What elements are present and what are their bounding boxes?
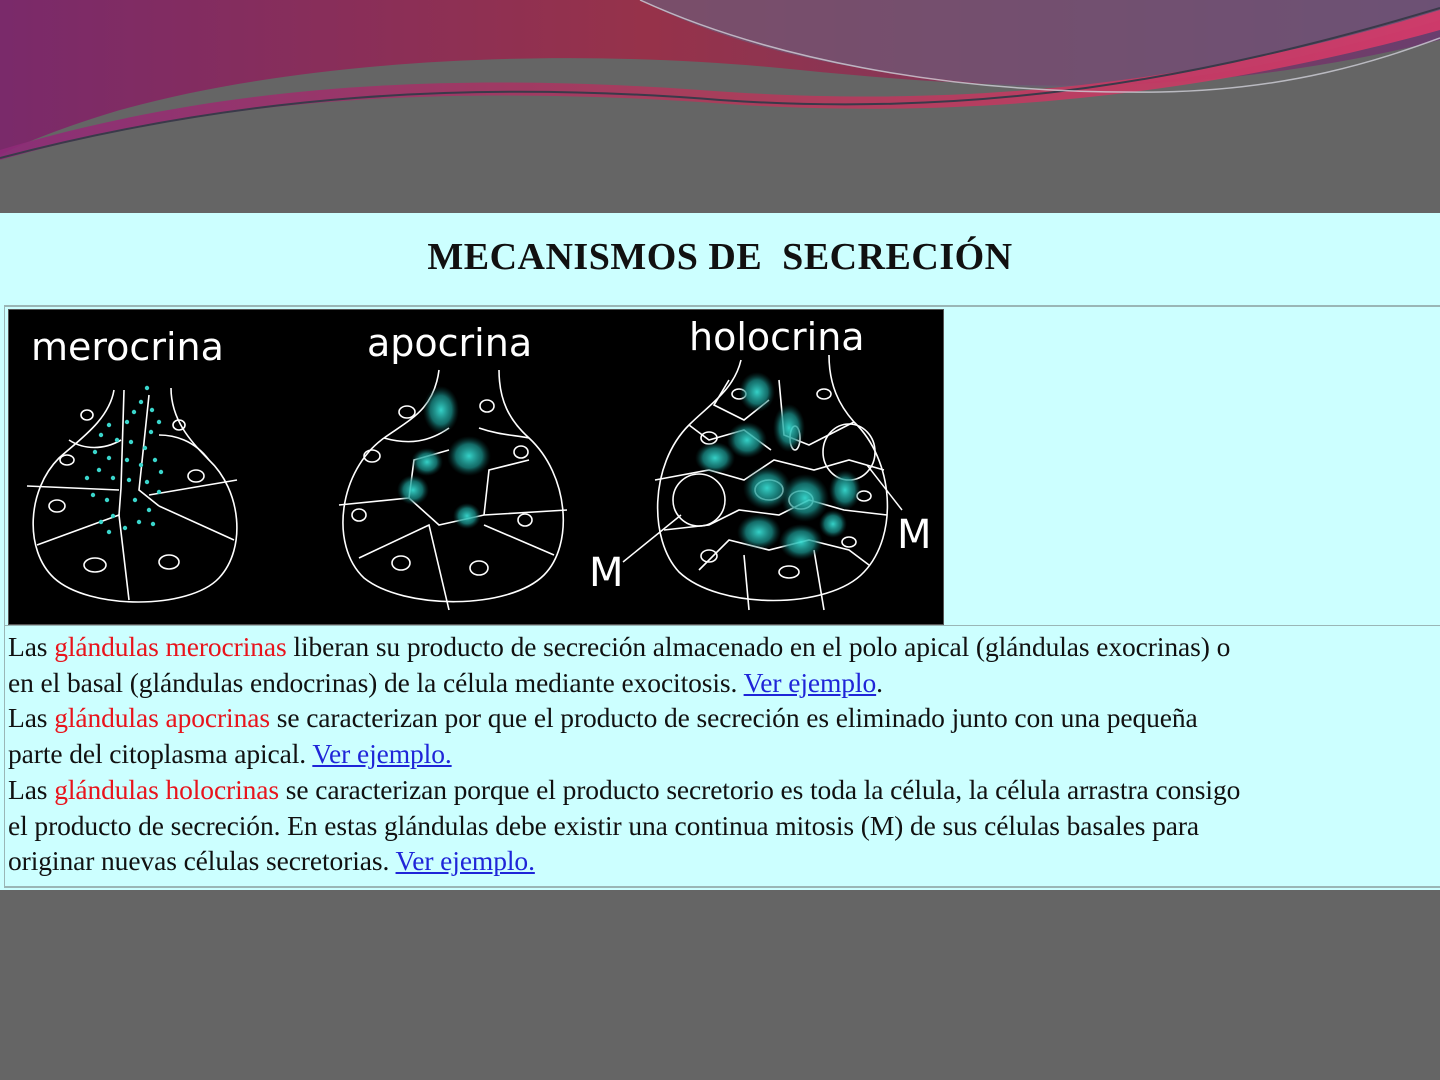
divider-bottom bbox=[4, 886, 1440, 888]
description-text bbox=[8, 629, 1438, 879]
holocrine-example-link[interactable]: Ver ejemplo. bbox=[395, 845, 535, 877]
merocrine-example-link[interactable]: Ver ejemplo bbox=[743, 666, 877, 698]
text-lead: Las bbox=[8, 773, 55, 805]
text-lead: Las bbox=[8, 702, 55, 734]
apocrine-text-a: se caracterizan por que el producto de secreción es eliminado junto con una pequeña bbox=[269, 702, 1198, 734]
secretion-mechanisms-figure bbox=[8, 309, 944, 625]
holocrine-text-b: el producto de secreción. En estas glándulas debe existir una continua mitosis (M) de sus células basales para bbox=[8, 809, 1199, 841]
holocrine-line-2 bbox=[8, 808, 1438, 844]
holocrine-line-1 bbox=[8, 772, 1438, 808]
merocrine-after: . bbox=[876, 666, 883, 698]
divider-middle bbox=[4, 625, 1440, 626]
apocrine-line-1 bbox=[8, 700, 1438, 736]
apocrine-text-b: parte del citoplasma apical. bbox=[8, 738, 313, 770]
term-apocrine: glándulas apocrinas bbox=[54, 702, 270, 734]
term-holocrine: glándulas holocrinas bbox=[54, 773, 280, 805]
divider-left bbox=[4, 305, 5, 888]
holocrine-text-a: se caracterizan porque el producto secretorio es toda la célula, la célula arrastra consigo bbox=[279, 773, 1241, 805]
divider-top bbox=[4, 305, 1440, 307]
holocrine-cell-blobs bbox=[695, 372, 861, 560]
merocrine-line-1 bbox=[8, 629, 1438, 665]
holocrine-text-c: originar nuevas células secretorias. bbox=[8, 845, 396, 877]
label-holocrina: holocrina bbox=[689, 315, 865, 359]
merocrine-gland-drawing bbox=[27, 388, 237, 602]
apocrine-line-2 bbox=[8, 736, 1438, 772]
merocrine-text-b: en el basal (glándulas endocrinas) de la célula mediante exocitosis. bbox=[8, 666, 744, 698]
header-wave-decoration bbox=[0, 0, 1440, 215]
page-title: MECANISMOS DE SECRECIÓN bbox=[427, 236, 1013, 278]
merocrine-line-2 bbox=[8, 665, 1438, 701]
merocrine-text-a: liberan su producto de secreción almacenado en el polo apical (glándulas exocrinas) o bbox=[286, 631, 1231, 662]
content-panel bbox=[0, 213, 1440, 890]
label-apocrina: apocrina bbox=[367, 321, 533, 365]
term-merocrine: glándulas merocrinas bbox=[54, 631, 287, 662]
label-mitosis-left: M bbox=[589, 550, 624, 596]
label-merocrina: merocrina bbox=[31, 325, 224, 369]
apocrine-example-link[interactable]: Ver ejemplo. bbox=[312, 738, 452, 770]
holocrine-line-3 bbox=[8, 843, 1438, 879]
label-mitosis-right: M bbox=[897, 512, 932, 558]
gland-diagram bbox=[9, 310, 943, 624]
text-lead: Las bbox=[8, 631, 55, 662]
